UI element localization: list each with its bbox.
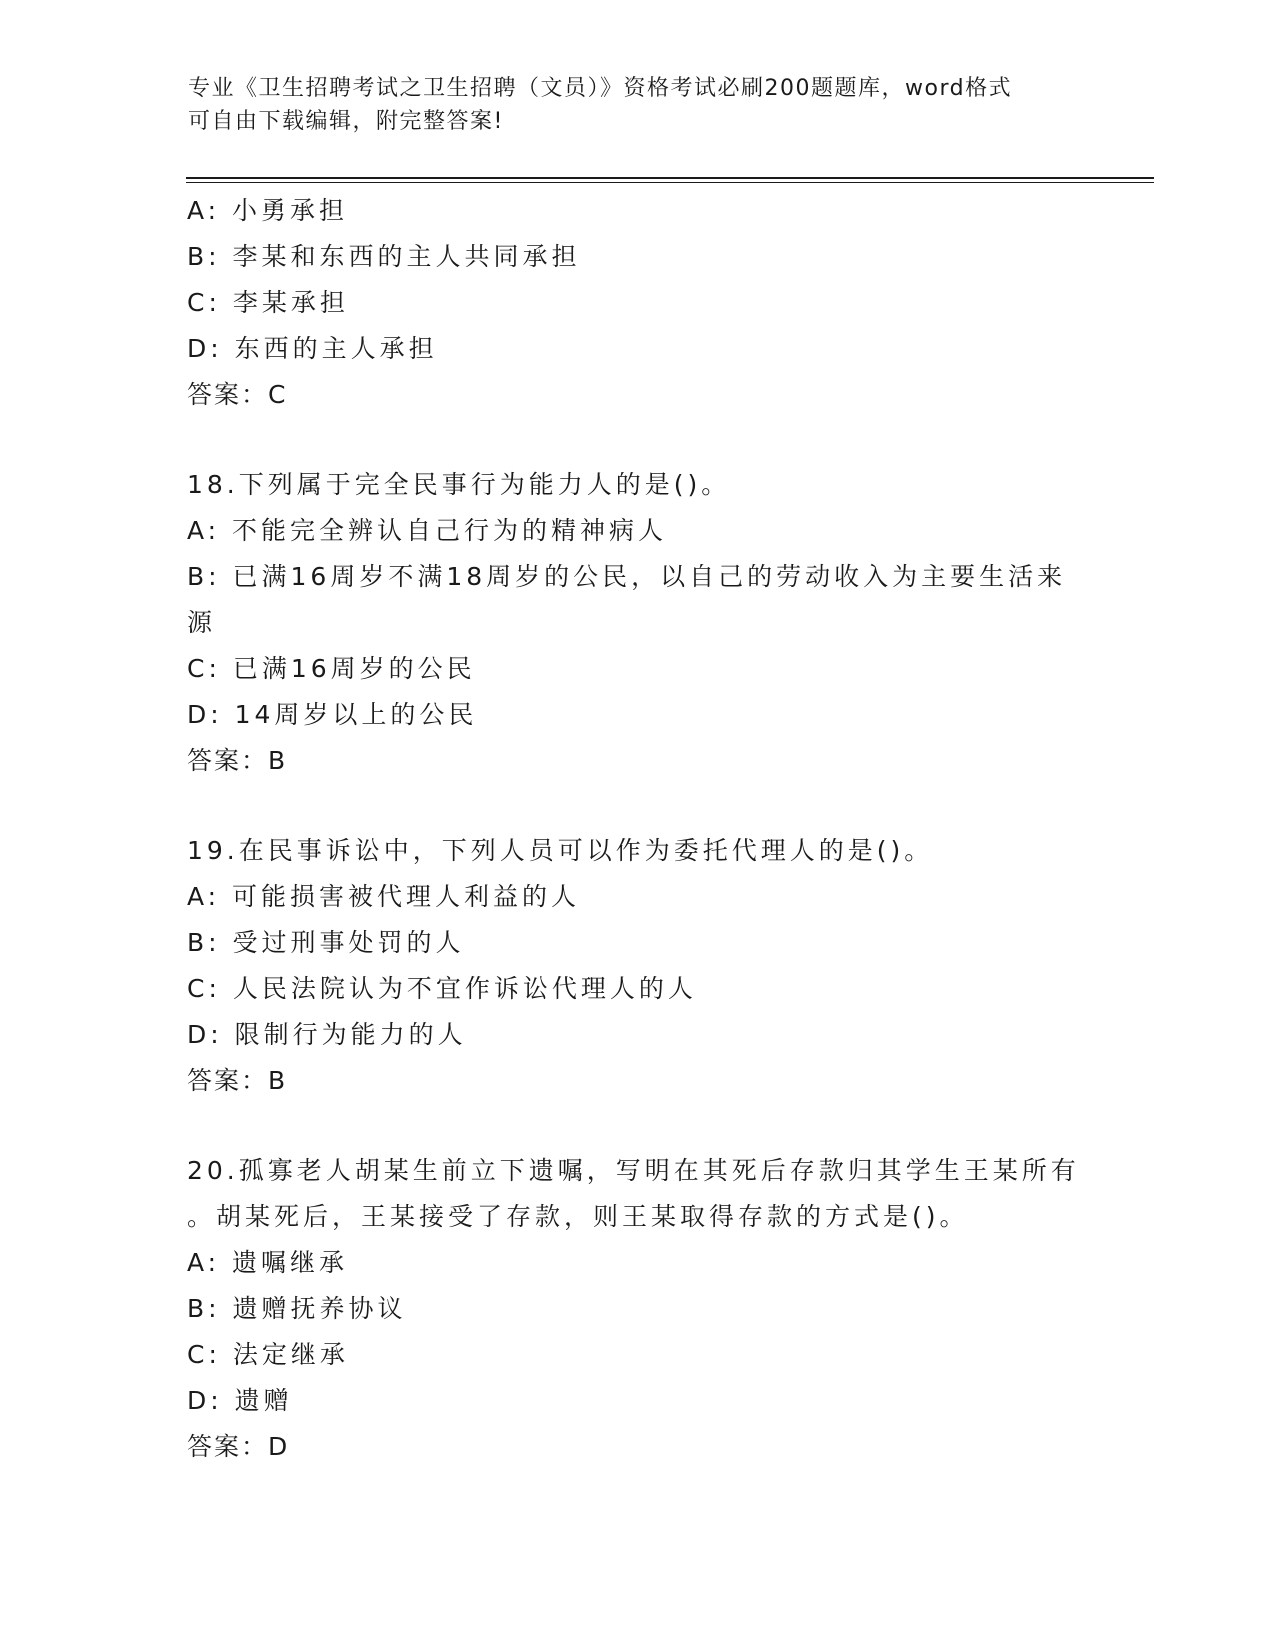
option-a: A: 小勇承担: [187, 196, 349, 225]
option-b-continued: 源: [187, 608, 217, 637]
option-b: B: 受过刑事处罚的人: [187, 928, 465, 957]
option-a: A: 不能完全辨认自己行为的精神病人: [187, 516, 668, 545]
option-c: C: 法定继承: [187, 1340, 349, 1369]
option-b: B: 遗赠抚养协议: [187, 1294, 407, 1323]
question-18: [187, 462, 1087, 784]
option-b: B: 李某和东西的主人共同承担: [187, 242, 581, 271]
question-stem: 19.在民事诉讼中，下列人员可以作为委托代理人的是()。: [187, 836, 934, 865]
option-c: C: 已满16周岁的公民: [187, 654, 476, 683]
option-d: D: 14周岁以上的公民: [187, 700, 478, 729]
option-d: D: 遗赠: [187, 1386, 293, 1415]
document-header: [188, 72, 1068, 138]
option-c: C: 人民法院认为不宜作诉讼代理人的人: [187, 974, 697, 1003]
header-line-1: 专业《卫生招聘考试之卫生招聘（文员）》资格考试必刷200题题库，word格式: [188, 76, 1013, 101]
question-17: [187, 188, 1087, 418]
question-20: [187, 1148, 1087, 1470]
answer-18: 答案：B: [187, 746, 288, 775]
option-d: D: 东西的主人承担: [187, 334, 438, 363]
option-c: C: 李某承担: [187, 288, 349, 317]
header-divider-thin: [186, 182, 1154, 183]
option-a: A: 遗嘱继承: [187, 1248, 349, 1277]
question-list: [187, 188, 1087, 1470]
header-divider-thick: [186, 177, 1154, 179]
header-line-2: 可自由下载编辑，附完整答案!: [188, 109, 504, 134]
answer-17: 答案：C: [187, 380, 288, 409]
answer-20: 答案：D: [187, 1432, 290, 1461]
option-b: B: 已满16周岁不满18周岁的公民，以自己的劳动收入为主要生活来: [187, 562, 1067, 591]
question-19: [187, 828, 1087, 1104]
answer-19: 答案：B: [187, 1066, 288, 1095]
question-stem: 20.孤寡老人胡某生前立下遗嘱，写明在其死后存款归其学生王某所有: [187, 1156, 1080, 1185]
question-stem: 18.下列属于完全民事行为能力人的是()。: [187, 470, 731, 499]
option-d: D: 限制行为能力的人: [187, 1020, 467, 1049]
option-a: A: 可能损害被代理人利益的人: [187, 882, 581, 911]
question-stem-continued: 。胡某死后，王某接受了存款，则王某取得存款的方式是()。: [187, 1202, 969, 1231]
